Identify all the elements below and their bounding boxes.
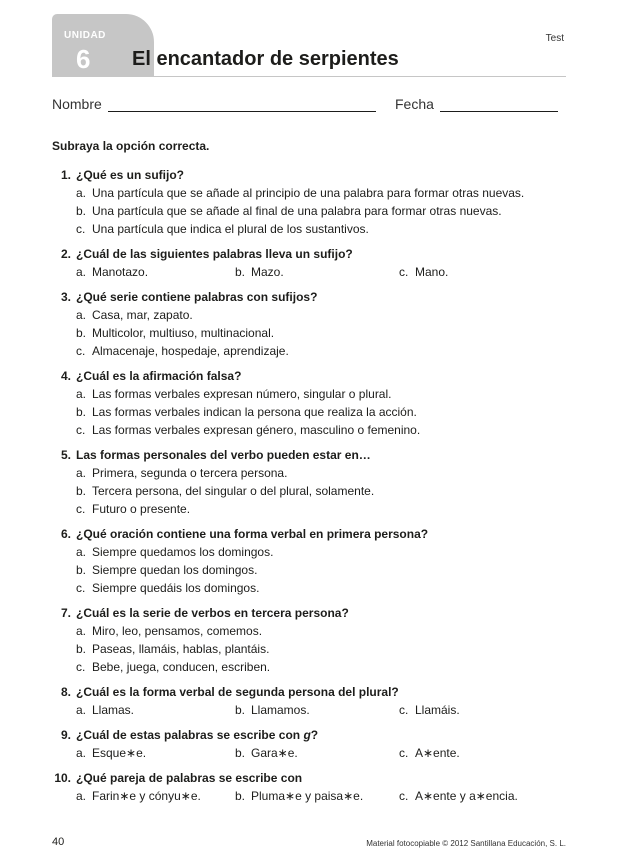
option-b[interactable]: b. Llamamos.: [235, 703, 310, 717]
question-7: [52, 604, 572, 676]
option-c[interactable]: c. Una partícula que indica el plural de los sustantivos.: [76, 222, 369, 236]
option-c[interactable]: c. Futuro o presente.: [76, 502, 191, 516]
option-a[interactable]: a. Primera, segunda o tercera persona.: [76, 466, 288, 480]
question-6: [52, 525, 572, 597]
question-letter: g: [303, 728, 311, 742]
option-a[interactable]: a. Manotazo.: [76, 265, 149, 279]
name-label: Nombre: [52, 96, 102, 112]
option-a[interactable]: a. Una partícula que se añade al principio de una palabra para formar otras nuevas.: [76, 186, 525, 200]
question-text-end: ?: [310, 728, 319, 742]
name-line[interactable]: [108, 99, 376, 112]
option-b[interactable]: b. Las formas verbales indican la persona que realiza la acción.: [76, 405, 417, 419]
question-text: ¿Qué oración contiene una forma verbal en primera persona?: [76, 527, 429, 541]
option-b[interactable]: b. Paseas, llamáis, hablas, plantáis.: [76, 642, 270, 656]
option-a[interactable]: a. Llamas.: [76, 703, 135, 717]
unit-number: 6: [76, 44, 91, 74]
question-number: 5.: [60, 448, 71, 462]
question-number: 2.: [60, 247, 71, 261]
question-number: 8.: [60, 685, 71, 699]
option-c[interactable]: c. A∗ente y a∗encia.: [399, 789, 518, 803]
test-label: Test: [545, 33, 564, 44]
question-number: 6.: [60, 527, 71, 541]
question-text: ¿Cuál es la serie de verbos en tercera persona?: [76, 606, 349, 620]
option-b[interactable]: b. Siempre quedan los domingos.: [76, 563, 258, 577]
option-c[interactable]: c. A∗ente.: [399, 746, 460, 760]
question-10: [52, 769, 572, 805]
question-number: 1.: [60, 168, 71, 182]
question-text: ¿Qué serie contiene palabras con sufijos?: [76, 290, 318, 304]
question-text: Las formas personales del verbo pueden estar en…: [76, 448, 371, 462]
question-5: [52, 446, 572, 518]
option-a[interactable]: a. Las formas verbales expresan número, singular o plural.: [76, 387, 392, 401]
question-number: 9.: [60, 728, 71, 742]
date-label: Fecha: [395, 96, 434, 112]
page-title: El encantador de serpientes: [132, 48, 399, 70]
question-1: [52, 166, 572, 238]
question-text: ¿Cuál de estas palabras se escribe con: [76, 728, 301, 742]
question-number: 7.: [60, 606, 71, 620]
question-8: [52, 683, 572, 719]
unit-label: UNIDAD: [64, 30, 106, 41]
option-c[interactable]: c. Bebe, juega, conducen, escriben.: [76, 660, 271, 674]
question-4: [52, 367, 572, 439]
question-text: ¿Qué es un sufijo?: [76, 168, 185, 182]
option-b[interactable]: b. Multicolor, multiuso, multinacional.: [76, 326, 275, 340]
option-a[interactable]: a. Casa, mar, zapato.: [76, 308, 193, 322]
date-line[interactable]: [440, 99, 558, 112]
option-b[interactable]: b. Una partícula que se añade al final de una palabra para formar otras nuevas.: [76, 204, 502, 218]
option-b[interactable]: b. Tercera persona, del singular o del plural, solamente.: [76, 484, 375, 498]
question-list: [52, 166, 572, 812]
option-a[interactable]: a. Siempre quedamos los domingos.: [76, 545, 274, 559]
option-b[interactable]: b. Mazo.: [235, 265, 284, 279]
question-2: [52, 245, 572, 281]
question-number: 4.: [60, 369, 71, 383]
page-number: 40: [52, 836, 65, 848]
question-number: 3.: [60, 290, 71, 304]
option-a[interactable]: a. Miro, leo, pensamos, comemos.: [76, 624, 263, 638]
option-c[interactable]: c. Siempre quedáis los domingos.: [76, 581, 260, 595]
option-b[interactable]: b. Pluma∗e y paisa∗e.: [235, 789, 364, 803]
question-text: ¿Cuál es la forma verbal de segunda persona del plural?: [76, 685, 399, 699]
option-a[interactable]: a. Farin∗e y cónyu∗e.: [76, 789, 201, 803]
question-text: ¿Qué pareja de palabras se escribe con: [76, 771, 303, 785]
option-c[interactable]: c. Almacenaje, hospedaje, aprendizaje.: [76, 344, 289, 358]
copyright-note: Material fotocopiable © 2012 Santillana Educación, S. L.: [366, 839, 566, 848]
question-9: [52, 726, 572, 762]
question-number: 10.: [54, 771, 71, 785]
option-c[interactable]: c. Llamáis.: [399, 703, 460, 717]
header-divider: [52, 76, 566, 77]
instruction: Subraya la opción correcta.: [52, 139, 210, 153]
option-a[interactable]: a. Esque∗e.: [76, 746, 147, 760]
name-field[interactable]: [52, 96, 376, 112]
date-field[interactable]: [395, 96, 558, 112]
question-3: [52, 288, 572, 360]
question-text: ¿Cuál de las siguientes palabras lleva un sufijo?: [76, 247, 353, 261]
question-text: ¿Cuál es la afirmación falsa?: [76, 369, 242, 383]
option-c[interactable]: c. Mano.: [399, 265, 449, 279]
option-b[interactable]: b. Gara∗e.: [235, 746, 298, 760]
option-c[interactable]: c. Las formas verbales expresan género, masculino o femenino.: [76, 423, 421, 437]
